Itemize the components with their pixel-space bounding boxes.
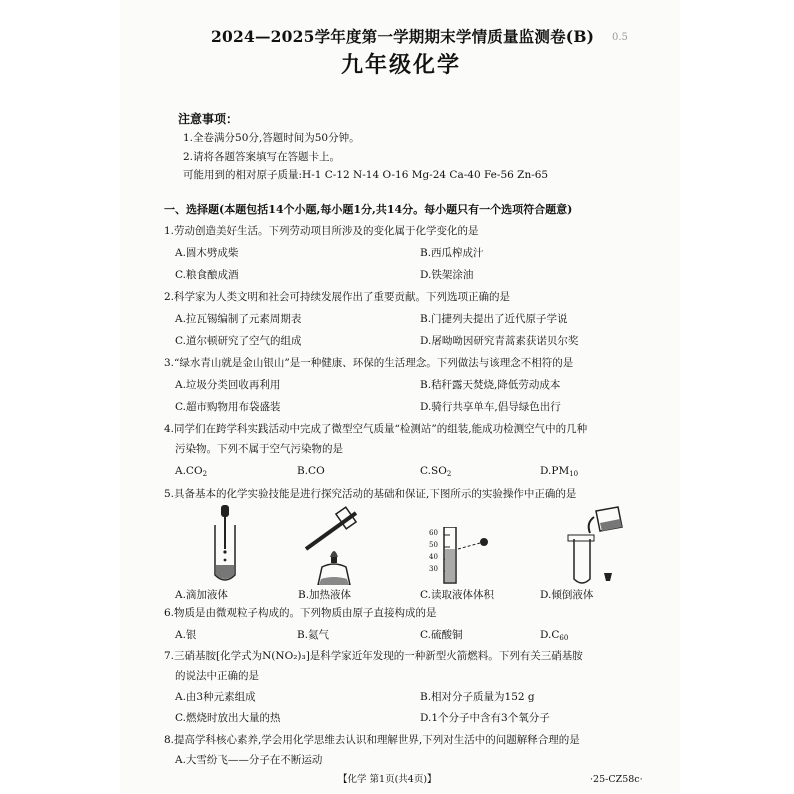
question-3-option-d: D.骑行共享单车,倡导绿色出行 [420, 401, 561, 413]
corner-mark: 0.5 [612, 32, 628, 43]
notes-item-1: 1.全卷满分50分,答题时间为50分钟。 [183, 132, 360, 144]
pouring-liquid-illustration [566, 505, 636, 585]
question-2-option-c: C.道尔顿研究了空气的组成 [175, 335, 302, 347]
question-6-option-b: B.氦气 [297, 629, 330, 641]
notes-heading: 注意事项： [178, 112, 239, 126]
cylinder-label-40: 40 [429, 553, 438, 561]
question-1-option-b: B.西瓜榨成汁 [420, 247, 484, 259]
question-4-stem-line2: 污染物。下列不属于空气污染物的是 [175, 443, 343, 455]
question-6-stem: 6.物质是由微观粒子构成的。下列物质由原子直接构成的是 [164, 607, 437, 619]
heating-liquid-illustration [300, 505, 370, 585]
question-6-option-a: A.银 [175, 629, 197, 641]
atomic-masses: 可能用到的相对原子质量:H-1 C-12 N-14 O-16 Mg-24 Ca-40 Fe-56 Zn-65 [183, 169, 549, 181]
question-3-stem: 3.“绿水青山就是金山银山”是一种健康、环保的生活理念。下列做法与该理念不相符的是 [164, 357, 574, 369]
question-1-option-d: D.铁架涂油 [420, 269, 474, 281]
subject-title: 九年级化学 [341, 52, 462, 78]
question-1-option-c: C.粮食酿成酒 [175, 269, 239, 281]
question-7-stem-line1: 7.三硝基胺[化学式为N(NO₂)₃]是科学家近年发现的一种新型火箭燃料。下列有关三硝基胺 [164, 650, 583, 662]
question-5-stem: 5.具备基本的化学实验技能是进行探究活动的基础和保证,下图所示的实验操作中正确的是 [164, 488, 577, 500]
cylinder-label-60: 60 [429, 529, 438, 537]
question-7-option-b: B.相对分子质量为152 g [420, 691, 535, 703]
question-1-option-a: A.圆木劈成柴 [175, 247, 239, 259]
question-5-option-c: C.读取液体体积 [420, 589, 494, 601]
question-2-option-d: D.屠呦呦因研究青蒿素获诺贝尔奖 [420, 335, 579, 347]
question-4-option-d: $D.PM_{10}$ [540, 465, 579, 478]
question-4-option-b: B.CO [297, 465, 325, 477]
question-4-option-a: $A.CO_2$ [175, 465, 208, 478]
question-8-option-a: A.大雪纷飞——分子在不断运动 [175, 754, 323, 766]
section-heading: 一、选择题(本题包括14个小题,每小题1分,共14分。每小题只有一个选项符合题意) [164, 203, 573, 216]
notes-item-2: 2.请将各题答案填写在答题卡上。 [183, 151, 341, 163]
question-6-option-d: $D.C_{60}$ [540, 629, 569, 642]
question-8-stem: 8.提高学科核心素养,学会用化学思维去认识和理解世界,下列对生活中的问题解释合理的是 [164, 734, 580, 746]
question-2-option-a: A.拉瓦锡编制了元素周期表 [175, 313, 302, 325]
question-5-option-a: A.滴加液体 [175, 589, 228, 601]
question-5-option-d: D.倾倒液体 [540, 589, 594, 601]
question-7-option-a: A.由3种元素组成 [175, 691, 256, 703]
question-4-option-c: $C.SO_2$ [420, 465, 452, 478]
question-7-option-c: C.燃烧时放出大量的热 [175, 712, 281, 724]
question-7-stem-line2: 的说法中正确的是 [175, 670, 259, 682]
page-code: ·25-CZ58c· [590, 774, 643, 785]
question-5-option-b: B.加热液体 [298, 589, 352, 601]
question-6-option-c: C.硫酸铜 [420, 629, 463, 641]
question-1-stem: 1.劳动创造美好生活。下列劳动项目所涉及的变化属于化学变化的是 [164, 225, 479, 237]
dropper-test-tube-illustration [206, 505, 246, 585]
page-footer: 【化学 第1页(共4页)】 [338, 774, 437, 785]
exam-title: 2024—2025学年度第一学期期末学情质量监测卷(B) [211, 27, 595, 46]
question-7-option-d: D.1个分子中含有3个氧分子 [420, 712, 550, 724]
question-3-option-a: A.垃圾分类回收再利用 [175, 379, 281, 391]
question-3-option-c: C.超市购物用布袋盛装 [175, 401, 281, 413]
question-2-stem: 2.科学家为人类文明和社会可持续发展作出了重要贡献。下列选项正确的是 [164, 291, 511, 303]
cylinder-label-50: 50 [429, 541, 438, 549]
question-4-stem-line1: 4.同学们在跨学科实践活动中完成了微型空气质量“检测站”的组装,能成功检测空气中的几种 [164, 423, 588, 435]
question-2-option-b: B.门捷列夫提出了近代原子学说 [420, 313, 568, 325]
question-3-option-b: B.秸秆露天焚烧,降低劳动成本 [420, 379, 561, 391]
cylinder-label-30: 30 [429, 565, 438, 573]
graduated-cylinder-illustration [426, 527, 506, 587]
